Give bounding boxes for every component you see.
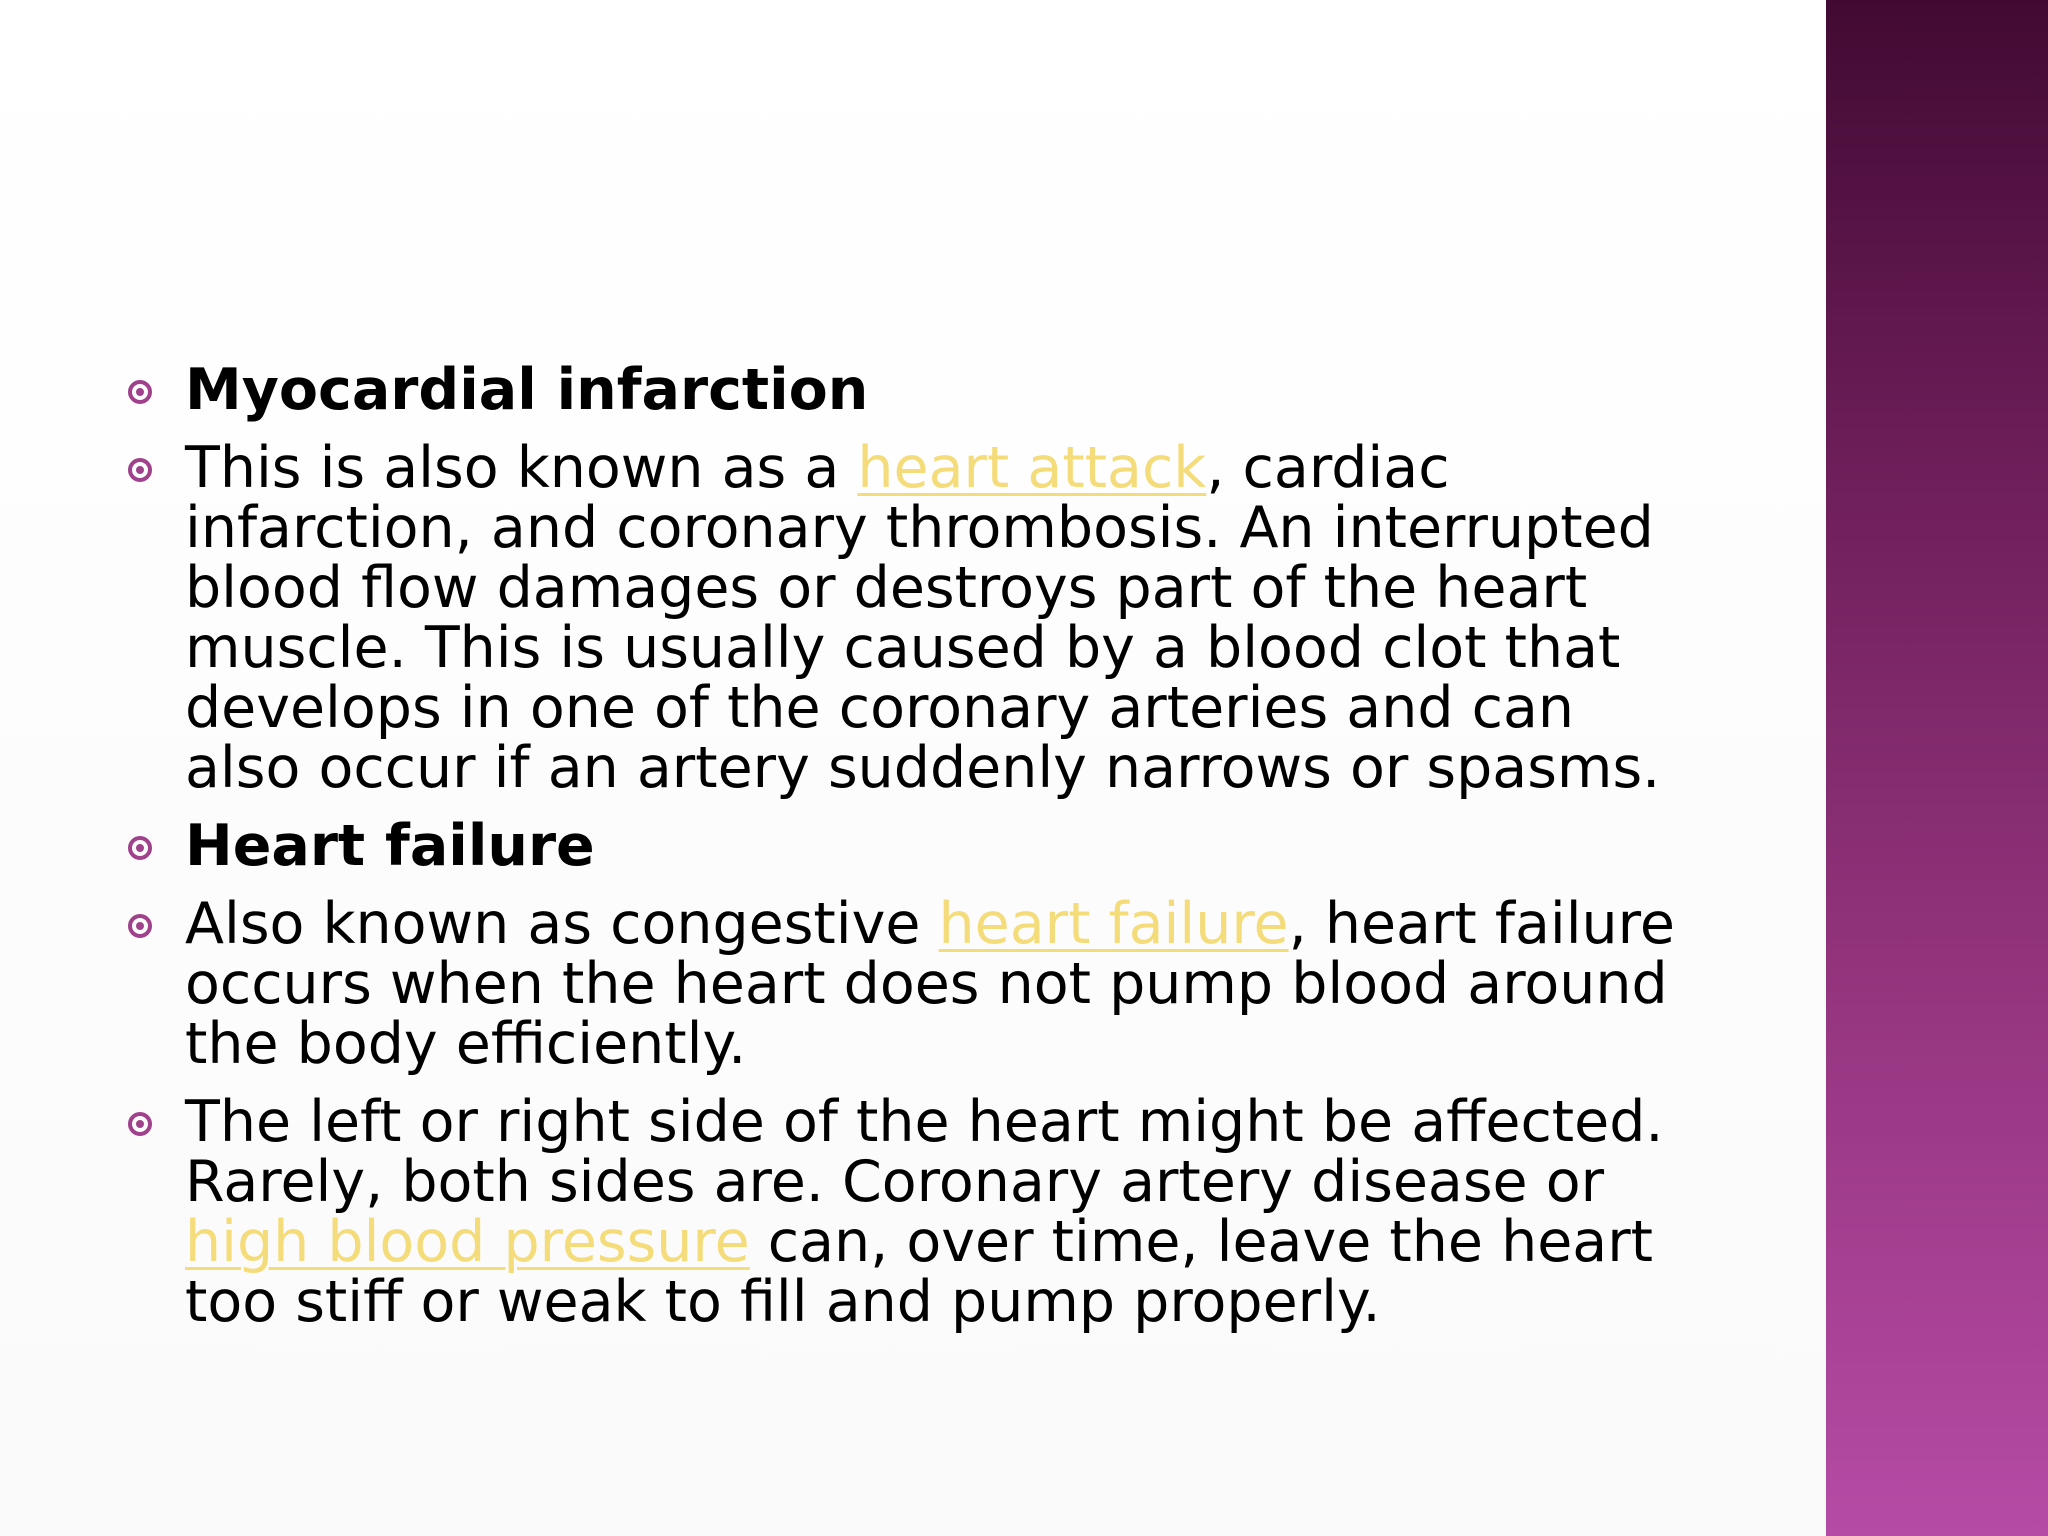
text-after-link: can, over time, leave the heart too stiff or weak to fill and pump properly.: [185, 1209, 1653, 1335]
text-before-link: The left or right side of the heart might be affected. Rarely, both sides are. Coronary artery disease or: [185, 1089, 1664, 1215]
bullet-list: [122, 357, 1702, 1350]
bullet-item-heart-failure-heading: [122, 813, 1702, 879]
text-before-link: This is also known as a: [185, 435, 858, 501]
circle-bullet-icon: [128, 458, 152, 482]
bullet-item-myocardial-infarction-description: [122, 435, 1702, 801]
circle-bullet-icon: [128, 380, 152, 404]
bullet-item-heart-failure-description: [122, 891, 1702, 1077]
heading-text: Myocardial infarction: [185, 357, 869, 423]
heading-text: Heart failure: [185, 813, 595, 879]
circle-bullet-icon: [128, 914, 152, 938]
text-before-link: Also known as congestive: [185, 891, 939, 957]
heart-attack-link[interactable]: heart attack: [857, 435, 1207, 501]
text-after-link: , heart failure occurs when the heart does not pump blood around the body efficiently.: [185, 891, 1675, 1077]
text-after-link: , cardiac infarction, and coronary thrombosis. An interrupted blood flow damages or destroys part of the heart muscle. This is usually caused by a blood clot that develops in one of the coronary arteries and can also occur if an artery suddenly narrows or spasms.: [185, 435, 1661, 801]
decorative-side-band: [1826, 0, 2048, 1536]
circle-bullet-icon: [128, 836, 152, 860]
circle-bullet-icon: [128, 1112, 152, 1136]
bullet-item-myocardial-infarction-heading: [122, 357, 1702, 423]
heart-failure-link[interactable]: heart failure: [938, 891, 1289, 957]
high-blood-pressure-link[interactable]: high blood pressure: [185, 1209, 750, 1275]
bullet-item-heart-failure-causes: [122, 1089, 1702, 1335]
